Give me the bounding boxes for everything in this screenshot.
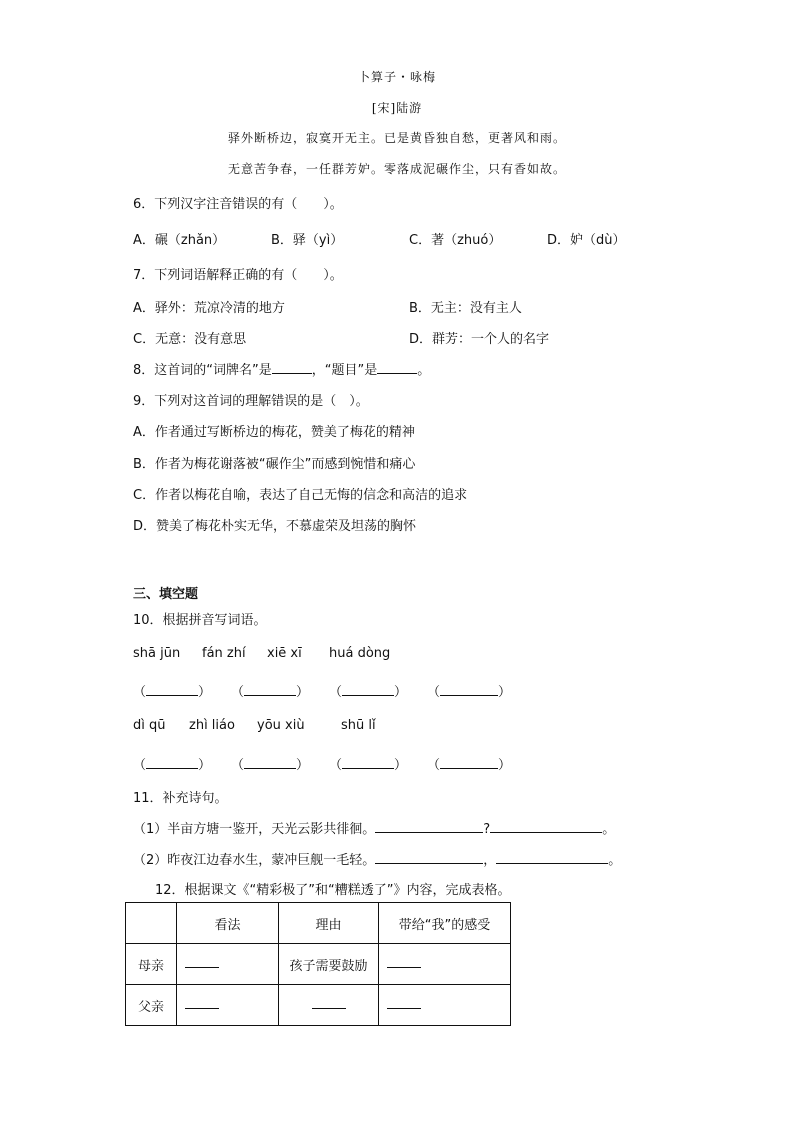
q6-option-b: B．驿（yì） <box>271 233 344 248</box>
q9-option-c: C．作者以梅花自喻，表达了自己无悔的信念和高洁的追求 <box>133 488 468 503</box>
pinyin-6: zhì liáo <box>189 718 235 733</box>
paren-open: （ <box>231 758 245 773</box>
paren-open: （ <box>427 685 441 700</box>
q11-item-1 <box>133 818 615 837</box>
answer-blank[interactable] <box>185 1008 219 1009</box>
q11-item-2-end: 。 <box>608 853 622 868</box>
paren-close: ） <box>198 685 212 700</box>
answer-box-2[interactable] <box>231 681 309 700</box>
paren-open: （ <box>329 758 343 773</box>
q6-stem: 6．下列汉字注音错误的有（ ）。 <box>133 197 343 212</box>
answer-blank[interactable] <box>312 1008 346 1009</box>
answer-blank[interactable] <box>146 756 198 769</box>
section-heading: 三、填空题 <box>133 587 199 602</box>
q9-stem: 9．下列对这首词的理解错误的是（ ）。 <box>133 394 369 409</box>
q7-option-c: C．无意：没有意思 <box>133 332 247 347</box>
table-cell-blank[interactable] <box>177 985 279 1026</box>
answer-blank[interactable] <box>387 1008 421 1009</box>
q8-text-3: 。 <box>417 363 431 378</box>
answer-blank[interactable] <box>146 683 198 696</box>
q11-item-1-mark: ? <box>483 822 491 837</box>
table-cell-blank[interactable] <box>279 985 379 1026</box>
table-header-feeling: 带给“我”的感受 <box>379 903 511 944</box>
q8-blank-title[interactable] <box>377 361 417 374</box>
answer-blank[interactable] <box>440 683 498 696</box>
paren-close: ） <box>394 758 408 773</box>
pinyin-5: dì qū <box>133 718 166 733</box>
pinyin-7: yōu xiù <box>257 718 305 733</box>
q11-item-2-mark: ， <box>483 853 497 868</box>
q12-table <box>125 902 511 1026</box>
paren-close: ） <box>498 758 512 773</box>
q11-item-1-end: 。 <box>602 822 616 837</box>
q7-option-d: D．群芳：一个人的名字 <box>409 332 550 347</box>
paren-open: （ <box>427 758 441 773</box>
q7-stem: 7．下列词语解释正确的有（ ）。 <box>133 268 343 283</box>
q11-blank-3[interactable] <box>375 851 483 864</box>
answer-blank[interactable] <box>244 683 296 696</box>
answer-box-3[interactable] <box>329 681 407 700</box>
paren-open: （ <box>133 685 147 700</box>
paren-close: ） <box>296 758 310 773</box>
q6-option-c: C．著（zhuó） <box>409 233 502 248</box>
table-row <box>126 944 511 985</box>
table-row <box>126 985 511 1026</box>
answer-box-5[interactable] <box>133 754 211 773</box>
q6-option-a: A．碾（zhǎn） <box>133 233 226 248</box>
q11-blank-4[interactable] <box>496 851 608 864</box>
paren-close: ） <box>498 685 512 700</box>
q8-text-1: 8．这首词的“词牌名”是 <box>133 363 272 378</box>
q11-item-2-text: （2）昨夜江边春水生，蒙冲巨舰一毛轻。 <box>133 853 376 868</box>
paren-open: （ <box>329 685 343 700</box>
q6-option-d: D．妒（dù） <box>547 233 626 248</box>
q8-text-2: ，“题目”是 <box>311 363 378 378</box>
q11-item-2 <box>133 849 621 868</box>
table-cell-blank[interactable] <box>379 985 511 1026</box>
poem-line-2: 无意苦争春，一任群芳妒。零落成泥碾作尘，只有香如故。 <box>227 162 566 176</box>
q11-blank-1[interactable] <box>375 820 483 833</box>
paren-close: ） <box>198 758 212 773</box>
q9-option-d: D．赞美了梅花朴实无华，不慕虚荣及坦荡的胸怀 <box>133 519 417 534</box>
pinyin-1: shā jūn <box>133 646 181 661</box>
row-label: 父亲 <box>126 985 177 1026</box>
q11-stem: 11．补充诗句。 <box>133 791 228 806</box>
answer-blank[interactable] <box>342 756 394 769</box>
q12-stem: 12．根据课文《“精彩极了”和“糟糕透了”》内容，完成表格。 <box>155 883 511 898</box>
answer-box-6[interactable] <box>231 754 309 773</box>
table-cell-blank[interactable] <box>379 944 511 985</box>
answer-box-4[interactable] <box>427 681 511 700</box>
poem-author: [宋]陆游 <box>371 101 423 115</box>
q11-item-1-text: （1）半亩方塘一鉴开，天光云影共徘徊。 <box>133 822 376 837</box>
table-header-empty <box>126 903 177 944</box>
pinyin-4: huá dòng <box>329 646 391 661</box>
paren-open: （ <box>133 758 147 773</box>
table-cell-blank[interactable] <box>177 944 279 985</box>
poem-line-1: 驿外断桥边，寂寞开无主。已是黄昏独自愁，更著风和雨。 <box>227 131 566 145</box>
answer-blank[interactable] <box>387 967 421 968</box>
pinyin-8: shū lǐ <box>341 718 376 733</box>
table-header-view: 看法 <box>177 903 279 944</box>
answer-box-8[interactable] <box>427 754 511 773</box>
q7-option-a: A．驿外：荒凉冷清的地方 <box>133 301 285 316</box>
answer-blank[interactable] <box>440 756 498 769</box>
answer-box-1[interactable] <box>133 681 211 700</box>
row-label: 母亲 <box>126 944 177 985</box>
q7-option-b: B．无主：没有主人 <box>409 301 522 316</box>
q9-option-b: B．作者为梅花谢落被“碾作尘”而感到惋惜和痛心 <box>133 457 416 472</box>
q11-blank-2[interactable] <box>490 820 602 833</box>
poem-title: 卜算子・咏梅 <box>357 70 436 84</box>
q8-line <box>133 359 430 378</box>
table-cell-reason: 孩子需要鼓励 <box>279 944 379 985</box>
pinyin-2: fán zhí <box>202 646 246 661</box>
answer-blank[interactable] <box>342 683 394 696</box>
answer-blank[interactable] <box>185 967 219 968</box>
pinyin-3: xiē xī <box>267 646 302 661</box>
q9-option-a: A．作者通过写断桥边的梅花，赞美了梅花的精神 <box>133 425 415 440</box>
paren-close: ） <box>296 685 310 700</box>
paren-open: （ <box>231 685 245 700</box>
table-header-reason: 理由 <box>279 903 379 944</box>
answer-blank[interactable] <box>244 756 296 769</box>
table-header-row <box>126 903 511 944</box>
answer-box-7[interactable] <box>329 754 407 773</box>
q10-stem: 10．根据拼音写词语。 <box>133 613 267 628</box>
q8-blank-cipaiming[interactable] <box>272 361 312 374</box>
paren-close: ） <box>394 685 408 700</box>
